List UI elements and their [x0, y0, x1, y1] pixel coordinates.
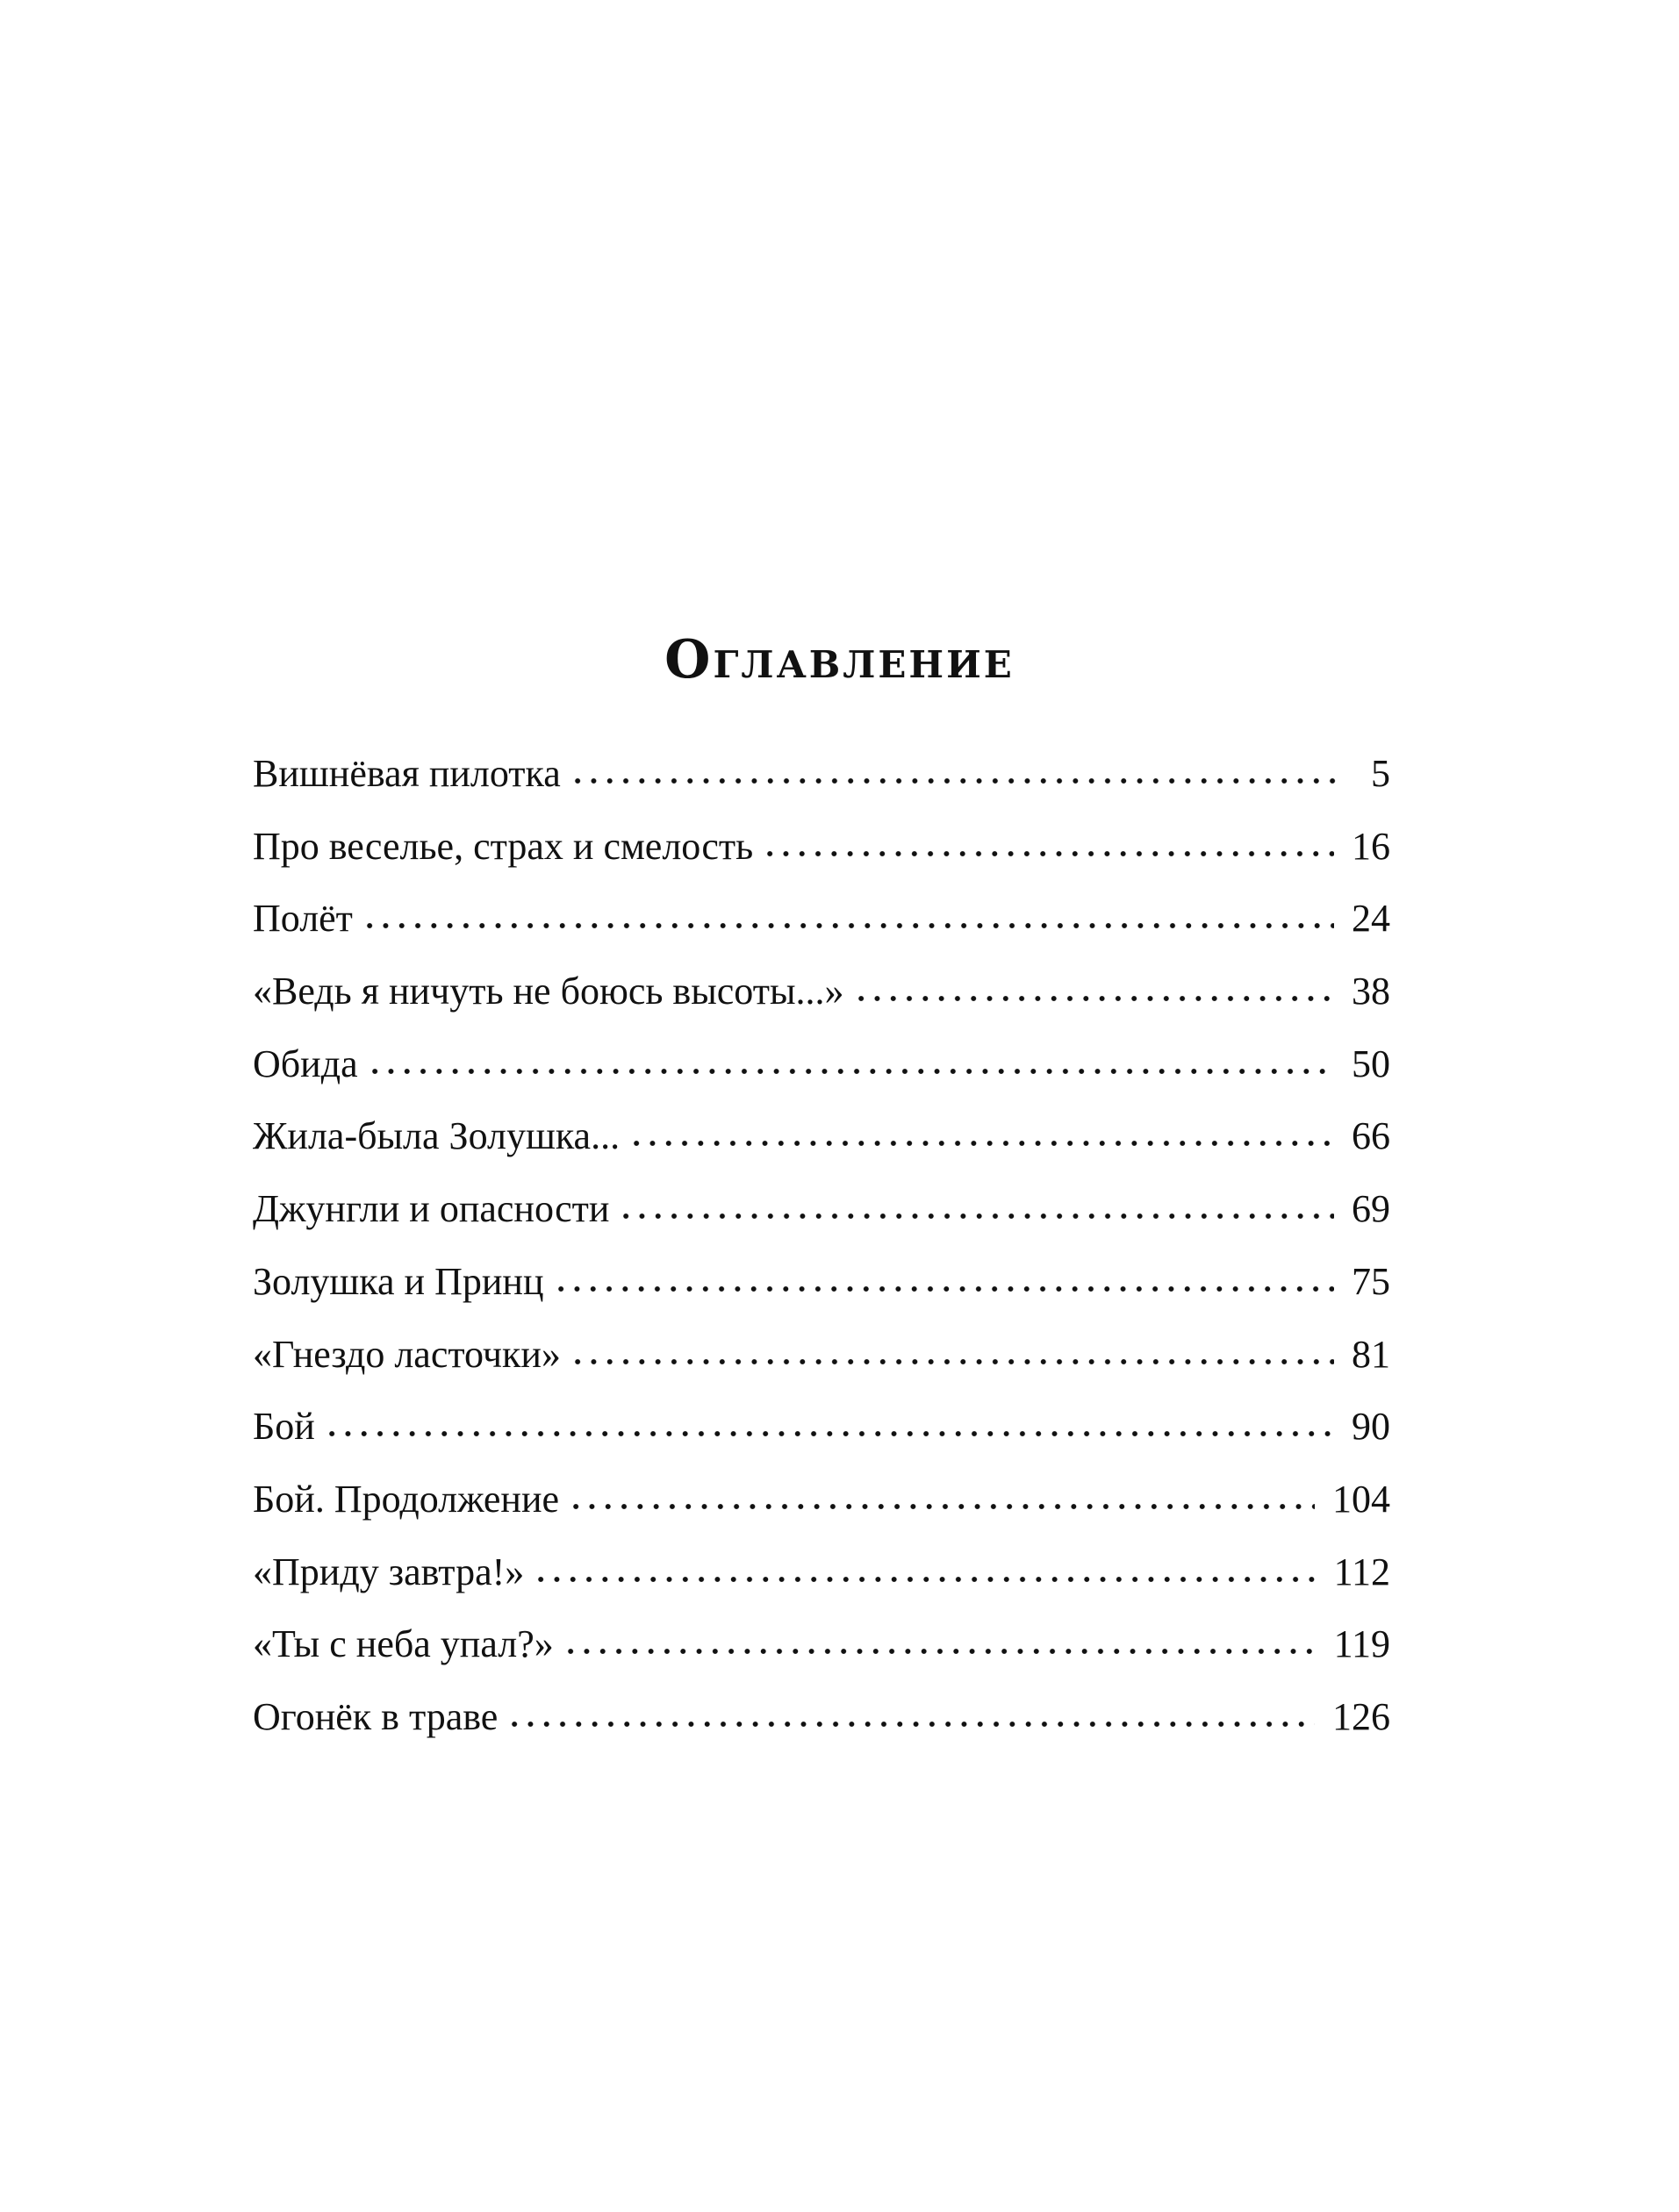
toc-entry [253, 1259, 1390, 1335]
toc-entry-title: Огонёк в траве [253, 1694, 499, 1738]
toc-entry-title: Жила-была Золушка... [253, 1114, 621, 1158]
toc-entry-page: 5 [1371, 752, 1390, 795]
dot-leader [570, 1357, 1334, 1366]
toc-entry-title: Золушка и Принц [253, 1259, 544, 1303]
dot-leader [367, 1067, 1334, 1076]
toc-entry-title: «Ведь я ничуть не боюсь высоты...» [253, 970, 844, 1013]
toc-entry-title: Бой. Продолжение [253, 1477, 560, 1521]
toc-entry [253, 1332, 1390, 1408]
toc-entry [253, 1187, 1390, 1263]
toc-entry-page: 66 [1352, 1114, 1390, 1158]
toc-entry-page: 69 [1352, 1187, 1390, 1231]
toc-entry-page: 119 [1333, 1622, 1390, 1666]
dot-leader [506, 1720, 1315, 1729]
toc-entry [253, 752, 1390, 827]
toc-entry-page: 81 [1352, 1332, 1390, 1376]
toc-entry-page: 112 [1333, 1550, 1390, 1593]
toc-entry [253, 1550, 1390, 1626]
toc-entry [253, 1042, 1390, 1118]
dot-leader [533, 1575, 1316, 1584]
toc-entry-title: Вишнёвая пилотка [253, 752, 561, 795]
page-title: Оглавление [664, 629, 1015, 691]
toc-entry-title: Обида [253, 1042, 358, 1085]
toc-entry-title: Бой [253, 1405, 315, 1449]
toc-entry-page: 104 [1332, 1477, 1390, 1521]
toc-entry-title: Про веселье, страх и смелость [253, 824, 754, 868]
toc-entry-page: 16 [1352, 824, 1390, 868]
toc-entry-page: 38 [1352, 970, 1390, 1013]
toc-entry-title: «Гнездо ласточки» [253, 1332, 561, 1376]
dot-leader [563, 1647, 1317, 1656]
toc-entry [253, 1694, 1390, 1771]
dot-leader [324, 1429, 1334, 1438]
dot-leader [618, 1212, 1334, 1221]
table-of-contents [253, 752, 1390, 1771]
toc-entry [253, 972, 1390, 1045]
dot-leader [853, 994, 1334, 1003]
dot-leader [628, 1139, 1334, 1148]
dot-leader [762, 849, 1334, 858]
toc-entry [253, 1407, 1390, 1480]
toc-entry-page: 50 [1352, 1042, 1390, 1085]
toc-entry [253, 1622, 1390, 1698]
toc-entry [253, 899, 1390, 972]
dot-leader [362, 921, 1334, 930]
toc-entry-title: Джунгли и опасности [253, 1187, 610, 1231]
toc-entry [253, 1114, 1390, 1190]
toc-entry-page: 126 [1332, 1694, 1390, 1738]
toc-entry-page: 90 [1352, 1405, 1390, 1449]
toc-entry-title: «Ты с неба упал?» [253, 1622, 554, 1666]
toc-entry [253, 824, 1390, 900]
toc-entry-title: «Приду завтра!» [253, 1550, 525, 1593]
toc-entry-page: 24 [1352, 897, 1390, 941]
toc-entry-page: 75 [1352, 1259, 1390, 1303]
toc-entry [253, 1477, 1390, 1553]
dot-leader [570, 777, 1338, 785]
dot-leader [568, 1502, 1315, 1511]
dot-leader [553, 1285, 1334, 1293]
toc-entry-title: Полёт [253, 897, 353, 941]
